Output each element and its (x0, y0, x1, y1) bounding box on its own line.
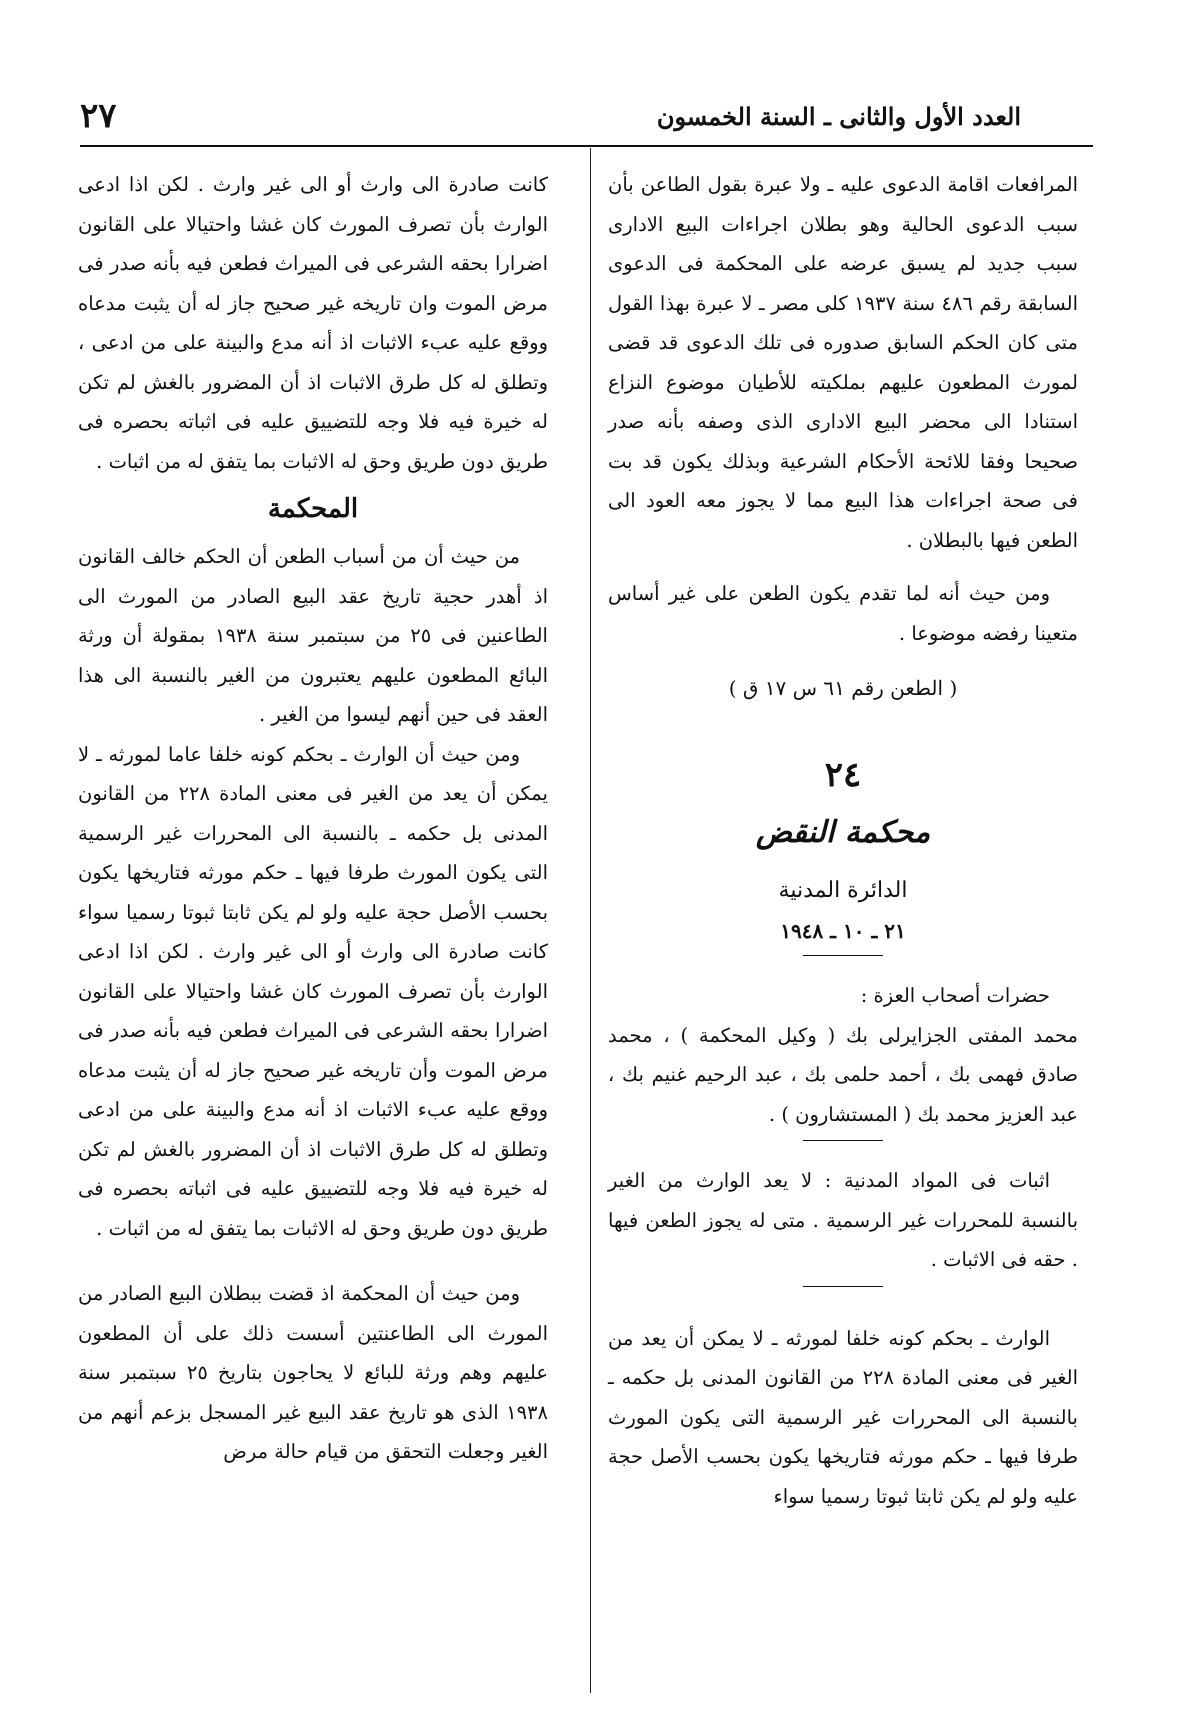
right-paragraph-1: المرافعات اقامة الدعوى عليه ـ ولا عبرة بقول الطاعن بأن سبب الدعوى الحالية وهو بطلان اجراءات البيع الادارى سبب جديد لم يسبق عرضه على المحكمة فى الدعوى السابقة رقم ٤٨٦ سنة ١٩٣٧ كلى مصر ـ لا عبرة بهذا القول متى كان الحكم السابق صدوره فى تلك الدعوى قد قضى لمورث المطعون عليهم بملكيته للأطيان موضوع النزاع استنادا الى محضر البيع الادارى الذى وصفه بأنه صدر صحيحا وفقا للائحة الأحكام الشرعية وبذلك يكون قد بت فى صحة اجراءات هذا البيع مما لا يجوز معه العود الى الطعن فيها بالبطلان . (608, 173, 1078, 552)
running-head: العدد الأول والثانى ـ السنة الخمسون (656, 101, 1021, 131)
case-reference: ( الطعن رقم ٦١ س ١٧ ق ) (728, 676, 958, 700)
right-paragraph-2: ومن حيث أنه لما تقدم يكون الطعن على غير أساس متعينا رفضه موضوعا . (608, 582, 1078, 645)
divider-rule (803, 1140, 883, 1141)
bench-intro: حضرات أصحاب العزة : (860, 984, 1050, 1007)
page-number: ٢٧ (80, 96, 117, 136)
left-column (78, 165, 548, 1472)
left-paragraph-4: ومن حيث أن المحكمة اذ قضت ببطلان البيع الصادر من المورث الى الطاعنتين أسست ذلك على أن المطعون عليهم وهم ورثة للبائع لا يحاجون بتاريخ ٢٥ سبتمبر سنة ١٩٣٨ الذى هو تاريخ عقد البيع غير المسجل بزعم أنهم من الغير وجعلت التحقق من قيام حالة مرض (78, 1282, 548, 1463)
left-paragraph-2: من حيث أن من أسباب الطعن أن الحكم خالف القانون اذ أهدر حجية تاريخ عقد البيع الصادر من المورث الى الطاعنين فى ٢٥ من سبتمبر سنة ١٩٣٨ بمقولة أن ورثة البائع المطعون عليهم يعتبرون من الغير بالنسبة الى هذا العقد فى حين أنهم ليسوا من الغير . (78, 545, 548, 726)
right-column (608, 165, 1078, 1516)
court-name: محكمة النقض (755, 815, 931, 850)
circuit-name: الدائرة المدنية (778, 878, 908, 903)
column-divider (590, 148, 591, 1693)
left-paragraph-1: كانت صادرة الى وارث أو الى غير وارث . لكن اذا ادعى الوارث بأن تصرف المورث كان غشا واحتيالا على القانون اضرارا بحقه الشرعى فى الميراث فطعن فيه بأنه صدر فى مرض الموت وان تاريخه غير صحيح جاز له أن يثبت مدعاه ووقع عليه عبء الاثبات اذ أنه مدع والبينة على من ادعى ، وتطلق له كل طرق الاثبات اذ أن المضرور بالغش لم تكن له خيرة فيه فلا وجه للتضييق عليه فى اثباته بحصره فى طريق دون طريق وحق له الاثبات بما يتفق له من اثبات . (78, 173, 548, 473)
divider-rule (803, 1286, 883, 1287)
page-header (80, 88, 1091, 144)
judgment-date: ٢١ ـ ١٠ ـ ١٩٤٨ (780, 919, 906, 943)
divider-rule (803, 955, 883, 956)
case-number: ٢٤ (824, 755, 862, 795)
header-rule (80, 145, 1093, 147)
left-paragraph-3: ومن حيث أن الوارث ـ بحكم كونه خلفا عاما لمورثه ـ لا يمكن أن يعد من الغير فى معنى المادة ٢٢٨ من القانون المدنى بل حكمه ـ بالنسبة الى المحررات غير الرسمية التى يكون المورث طرفا فيها ـ حكم مورثه فتاريخها يكون بحسب الأصل حجة عليه ولو لم يكن ثابتا ثبوتا رسميا سواء كانت صادرة الى وارث أو الى غير وارث . لكن اذا ادعى الوارث بأن تصرف المورث كان غشا واحتيالا على القانون اضرارا بحقه الشرعى فى الميراث فطعن فيه بأنه صدر فى مرض الموت وأن تاريخه غير صحيح جاز له أن يثبت مدعاه ووقع عليه عبء الاثبات اذ أنه مدع والبينة على من ادعى وتطلق له كل طرق الاثبات اذ أن المضرور بالغش لم تكن له خيرة فيه فلا وجه للتضييق عليه فى اثباته بحصره فى طريق دون طريق وحق له الاثبات بما يتفق له من اثبات . (78, 742, 548, 1240)
right-paragraph-3: الوارث ـ بحكم كونه خلفا لمورثه ـ لا يمكن أن يعد من الغير فى معنى المادة ٢٢٨ من القانون المدنى بل حكمه ـ بالنسبة الى المحررات غير الرسمية التى يكون المورث طرفا فيها ـ حكم مورثه فتاريخها يكون بحسب الأصل حجة عليه ولو لم يكن ثابتا ثبوتا رسميا سواء (608, 1326, 1078, 1508)
section-heading: المحكمة (267, 494, 359, 524)
headnote: اثبات فى المواد المدنية : لا يعد الوارث من الغير بالنسبة للمحررات غير الرسمية . متى له يجوز الطعن فيها . حقه فى الاثبات . (608, 1169, 1078, 1271)
bench-members: محمد المفتى الجزايرلى بك ( وكيل المحكمة ) ، محمد صادق فهمى بك ، أحمد حلمى بك ، عبد الرحيم غنيم بك ، عبد العزيز محمد بك ( المستشارون ) . (608, 1023, 1078, 1126)
